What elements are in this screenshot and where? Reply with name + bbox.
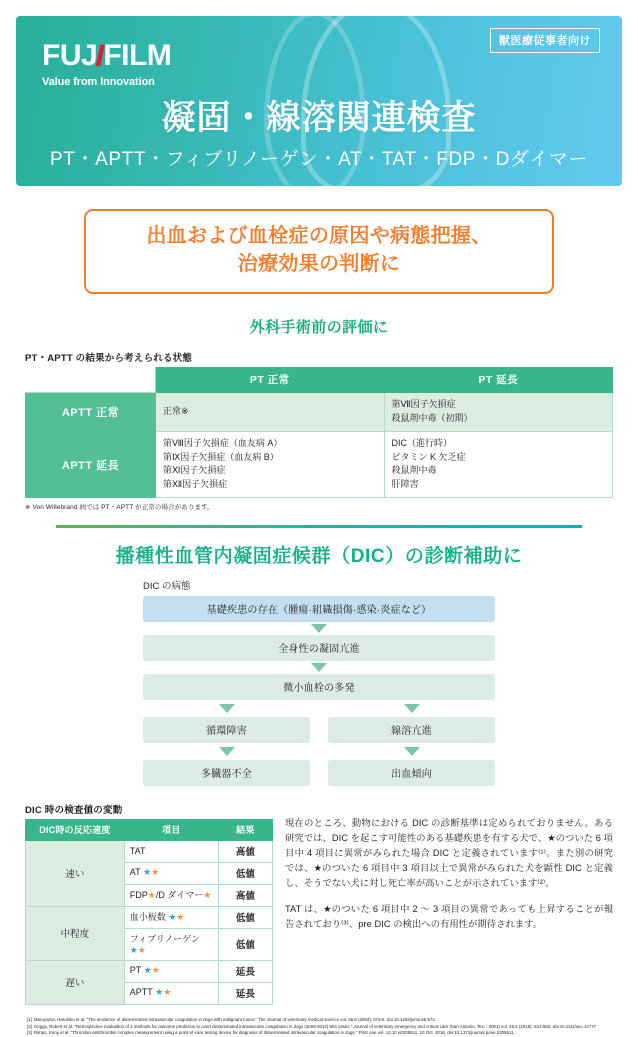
dic-lab-values-table xyxy=(25,819,273,1005)
star-blue-icon: ★ xyxy=(129,944,138,955)
item-label: PT xyxy=(129,965,142,976)
table-header-row xyxy=(26,819,273,840)
flowchart-caption: DIC の病態 xyxy=(143,580,191,592)
flow-step-underlying-disease: 基礎疾患の存在（腫瘍·組織損傷·感染·炎症など） xyxy=(143,596,495,622)
flow-step-fibrinolysis: 線溶亢進 xyxy=(328,717,495,743)
cell-aptt-normal-pt-prolonged xyxy=(384,393,613,432)
flow-step-circulatory-disorder: 循環障害 xyxy=(143,717,310,743)
result-pt: 延長 xyxy=(218,960,272,982)
cell-line: DIC（進行時） xyxy=(391,438,452,449)
fujifilm-logo xyxy=(42,40,171,88)
section-divider xyxy=(56,525,582,528)
speed-fast: 速い xyxy=(26,840,125,906)
cell-aptt-prolonged-pt-prolonged xyxy=(384,432,613,498)
reference-number: [3] xyxy=(27,1030,32,1036)
dic-details-section xyxy=(25,802,613,1005)
item-tat xyxy=(124,840,218,862)
flow-branch-row-1 xyxy=(143,717,495,743)
table-row xyxy=(26,840,273,862)
speed-moderate: 中程度 xyxy=(26,906,125,960)
flow-step-microthrombi: 微小血栓の多発 xyxy=(143,674,495,700)
reference-text: Maruyama, Haruhiko et al. "The incidence of disseminated intravascular coagulation in dogs with malignant tumor." The Journal of veterinary medical science vol. 66,5 (2004): 573-5. doi:10.1292/jvms.66.573 xyxy=(33,1016,435,1022)
reference-number: [1] xyxy=(27,1016,32,1022)
ptaptt-table-caption: PT・APTT の結果から考えられる状態 xyxy=(25,353,193,365)
item-label: TAT xyxy=(129,845,146,856)
flow-step-systemic-coagulation: 全身性の凝固亢進 xyxy=(143,635,495,661)
column-header-pt-prolonged: PT 延長 xyxy=(384,368,613,393)
result-fibrinogen: 低値 xyxy=(218,928,272,960)
callout-line-2: 治療効果の判断に xyxy=(237,252,401,275)
ptaptt-table-block xyxy=(25,350,613,511)
item-aptt xyxy=(124,982,218,1004)
result-fdp-ddimer: 高値 xyxy=(218,884,272,906)
cell-line: 肝障害 xyxy=(391,478,419,489)
item-label: APTT xyxy=(129,987,153,998)
logo-text-primary: FUJ xyxy=(42,38,98,72)
reference-list xyxy=(27,1017,611,1037)
cell-line: 殺鼠剤中毒（初期） xyxy=(391,412,473,423)
table-header-row xyxy=(26,368,613,393)
cell-line: 第Ⅶ因子欠損症 xyxy=(391,399,456,410)
result-at: 低値 xyxy=(218,862,272,884)
section-title-dic: 播種性血管内凝固症候群（DIC）の診断補助に xyxy=(115,545,523,567)
star-orange-icon: ★ xyxy=(151,867,160,878)
item-at xyxy=(124,862,218,884)
arrow-down-icon xyxy=(404,704,420,713)
dic-table-caption: DIC 時の検査値の変動 xyxy=(25,804,123,816)
result-tat: 高値 xyxy=(218,840,272,862)
logo-text-secondary: FILM xyxy=(103,38,172,72)
callout-line-1: 出血および血栓症の原因や病態把握、 xyxy=(146,225,492,247)
reference-text: Rimpo, Kenji et al. "Thrombin-antithrombin complex measurement using a point-of-care testing device for diagnosis of disseminated intravascular coagulation in dogs." PloS one vol. 13,10 e0205511. 10 Oct. 2018, doi:10.1371/journal.pone.0205511 xyxy=(33,1030,514,1036)
ptaptt-footnote: ※ Von Willebrand 病では PT・APTT が正常の場合があります。 xyxy=(25,504,214,512)
purpose-callout xyxy=(84,209,554,294)
cell-line: 第Ⅺ因子欠損症 xyxy=(163,465,226,476)
arrow-down-icon xyxy=(311,624,327,633)
star-orange-icon: ★ xyxy=(176,912,185,923)
item-label: フィブリノーゲン xyxy=(129,933,200,944)
column-header-reaction-speed: DIC時の反応速度 xyxy=(26,819,125,840)
item-label: 血小板数 xyxy=(129,912,166,923)
result-platelet-count: 低値 xyxy=(218,906,272,928)
column-header-item: 項目 xyxy=(124,819,218,840)
poster-header xyxy=(16,16,622,186)
flow-step-bleeding-tendency: 出血傾向 xyxy=(328,760,495,786)
item-label: AT xyxy=(129,867,141,878)
arrow-down-icon xyxy=(219,704,235,713)
reference-item xyxy=(27,1024,611,1031)
cell-line: ビタミン K 欠乏症 xyxy=(391,451,466,462)
result-aptt: 延長 xyxy=(218,982,272,1004)
star-orange-icon: ★ xyxy=(163,987,172,998)
star-orange-icon: ★ xyxy=(147,890,156,901)
flow-branch-arrows xyxy=(143,702,495,715)
dic-table-block xyxy=(25,802,273,1005)
item-fdp-ddimer: FDP★/D ダイマー★ xyxy=(124,884,218,906)
star-orange-icon: ★ xyxy=(137,944,146,955)
dic-explanatory-text xyxy=(285,802,613,932)
star-blue-icon: ★ xyxy=(142,867,152,878)
paragraph-tat-usefulness: TAT は、★のついた 6 項目中 2 ～ 3 項目の異常であっても上昇することが報告されており⁽³⁾、pre DIC の検出への有用性が期待されます。 xyxy=(285,903,613,929)
table-row xyxy=(26,960,273,982)
arrow-down-icon xyxy=(219,747,235,756)
cell-line: 第Ⅻ因子欠損症 xyxy=(163,478,228,489)
star-orange-icon: ★ xyxy=(151,965,160,976)
table-row xyxy=(26,906,273,928)
arrow-down-icon xyxy=(404,747,420,756)
star-blue-icon: ★ xyxy=(143,965,152,976)
logo-tagline: Value from Innovation xyxy=(42,76,155,88)
audience-badge: 獣医療従事者向け xyxy=(490,28,600,53)
table-row xyxy=(26,432,613,498)
ptaptt-table xyxy=(25,367,613,498)
item-pt xyxy=(124,960,218,982)
paragraph-dic-criteria: 現在のところ、動物における DIC の診断基準は定められておりません。ある研究では、DIC を起こす可能性のある基礎疾患を有する犬で、★のついた 6 項目中 4 項目に異常がみられた場合 DIC と定義されています⁽¹⁾。また別の研究では、★のついた 6 項目中 3 項目以上で異常がみられた犬を顕性 DIC と定義し、そうでない犬に対し死亡率が高いことが示されています⁽²⁾。 xyxy=(285,817,613,888)
arrow-down-icon xyxy=(311,663,327,672)
reference-number: [2] xyxy=(27,1023,32,1029)
column-header-result: 結果 xyxy=(218,819,272,840)
speed-slow: 遅い xyxy=(26,960,125,1004)
table-corner-cell xyxy=(26,368,156,393)
star-orange-icon: ★ xyxy=(203,890,212,901)
flow-step-multiorgan-failure: 多臓器不全 xyxy=(143,760,310,786)
cell-aptt-normal-pt-normal xyxy=(156,393,385,432)
page-title: 凝固・線溶関連検査 xyxy=(161,99,477,137)
item-fibrinogen xyxy=(124,928,218,960)
cell-line: 正常※ xyxy=(163,405,189,416)
reference-item xyxy=(27,1017,611,1024)
star-blue-icon: ★ xyxy=(168,912,177,923)
cell-aptt-prolonged-pt-normal xyxy=(156,432,385,498)
logo-accent-slash: I xyxy=(92,38,109,73)
reference-text: Goggs, Robert et al. "Retrospective evaluation of 4 methods for outcome prediction in overt disseminated intravascular coagulation in dogs (2009-2014) 804 cases." Journal of veterinary emergency and critical care (San Antonio, Tex. : 2001) vol. 28,5 (2018): 541-550. doi:10.1111/vec.12777 xyxy=(33,1023,597,1029)
dic-pathophysiology-flowchart xyxy=(143,578,495,786)
flow-branch-arrows-2 xyxy=(143,745,495,758)
page-subtitle: PT・APTT・フィブリノーゲン・AT・TAT・FDP・Dダイマー xyxy=(50,149,588,170)
star-blue-icon: ★ xyxy=(155,987,164,998)
section-title-preop: 外科手術前の評価に xyxy=(249,319,389,337)
cell-line: 第Ⅸ因子欠損症（血友病 B） xyxy=(163,451,279,462)
flow-branch-row-2 xyxy=(143,760,495,786)
cell-line: 殺鼠剤中毒 xyxy=(391,465,437,476)
table-row xyxy=(26,393,613,432)
item-platelet-count xyxy=(124,906,218,928)
column-header-pt-normal: PT 正常 xyxy=(156,368,385,393)
row-header-aptt-normal: APTT 正常 xyxy=(26,393,156,432)
row-header-aptt-prolonged: APTT 延長 xyxy=(26,432,156,498)
cell-line: 第Ⅷ因子欠損症（血友病 A） xyxy=(163,438,283,449)
reference-item xyxy=(27,1030,611,1037)
